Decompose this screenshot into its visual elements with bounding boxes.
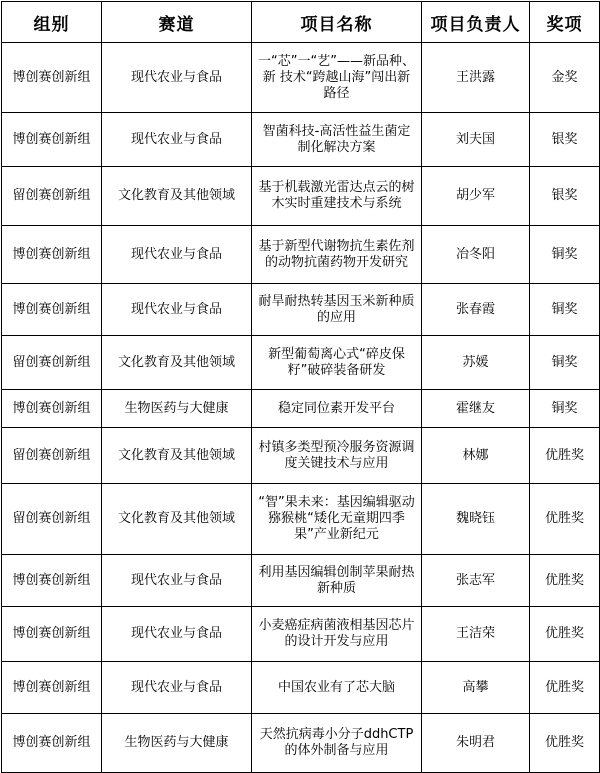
project-name-cell: 智菌科技-高活性益生菌定制化解决方案	[252, 113, 422, 167]
group-cell: 博创赛创新组	[2, 607, 102, 662]
table-row	[2, 662, 600, 714]
track-cell: 现代农业与食品	[102, 43, 252, 113]
leader-cell: 朱明君	[422, 714, 530, 773]
leader-cell: 霍继友	[422, 390, 530, 428]
project-name-cell: 耐旱耐热转基因玉米新种质的应用	[252, 284, 422, 336]
project-name-cell: 村镇多类型预冷服务资源调度关键技术与应用	[252, 428, 422, 484]
track-cell: 现代农业与食品	[102, 662, 252, 714]
award-cell: 优胜奖	[530, 607, 600, 662]
project-name-cell: 基于机载激光雷达点云的树木实时重建技术与系统	[252, 167, 422, 226]
leader-cell: 冶冬阳	[422, 226, 530, 284]
track-cell: 文化教育及其他领域	[102, 428, 252, 484]
group-cell: 博创赛创新组	[2, 662, 102, 714]
leader-cell: 刘夫国	[422, 113, 530, 167]
table-row	[2, 390, 600, 428]
table-body	[2, 43, 600, 773]
track-cell: 文化教育及其他领域	[102, 484, 252, 555]
track-cell: 现代农业与食品	[102, 607, 252, 662]
track-cell: 现代农业与食品	[102, 226, 252, 284]
award-cell: 铜奖	[530, 390, 600, 428]
table-row	[2, 555, 600, 607]
group-cell: 留创赛创新组	[2, 167, 102, 226]
group-cell: 博创赛创新组	[2, 390, 102, 428]
leader-cell: 林娜	[422, 428, 530, 484]
table-row	[2, 714, 600, 773]
group-cell: 博创赛创新组	[2, 226, 102, 284]
award-cell: 银奖	[530, 167, 600, 226]
header-row	[2, 2, 600, 43]
table-row	[2, 284, 600, 336]
group-cell: 博创赛创新组	[2, 113, 102, 167]
header-project-name: 项目名称	[252, 2, 422, 43]
leader-cell: 苏媛	[422, 336, 530, 390]
project-name-cell: “智”果未来：基因编辑驱动猕猴桃“矮化无童期四季果”产业新纪元	[252, 484, 422, 555]
track-cell: 生物医药与大健康	[102, 390, 252, 428]
project-name-cell: 稳定同位素开发平台	[252, 390, 422, 428]
leader-cell: 王洁荣	[422, 607, 530, 662]
award-cell: 优胜奖	[530, 555, 600, 607]
leader-cell: 魏晓钰	[422, 484, 530, 555]
award-cell: 优胜奖	[530, 662, 600, 714]
table-row	[2, 167, 600, 226]
group-cell: 博创赛创新组	[2, 714, 102, 773]
project-name-cell: 利用基因编辑创制苹果耐热新种质	[252, 555, 422, 607]
table-row	[2, 226, 600, 284]
project-name-cell: 新型葡萄离心式“碎皮保籽”破碎装备研发	[252, 336, 422, 390]
project-name-cell: 小麦癌症病菌液相基因芯片的设计开发与应用	[252, 607, 422, 662]
project-name-cell: 天然抗病毒小分子ddhCTP的体外制备与应用	[252, 714, 422, 773]
award-cell: 优胜奖	[530, 428, 600, 484]
leader-cell: 高攀	[422, 662, 530, 714]
leader-cell: 胡少军	[422, 167, 530, 226]
project-name-cell: 一“芯”一“艺”——新品种、新 技术“跨越山海”闯出新路径	[252, 43, 422, 113]
table-row	[2, 607, 600, 662]
header-leader: 项目负责人	[422, 2, 530, 43]
track-cell: 现代农业与食品	[102, 113, 252, 167]
table-row	[2, 43, 600, 113]
leader-cell: 张志军	[422, 555, 530, 607]
award-cell: 铜奖	[530, 226, 600, 284]
group-cell: 留创赛创新组	[2, 484, 102, 555]
leader-cell: 王洪露	[422, 43, 530, 113]
group-cell: 博创赛创新组	[2, 43, 102, 113]
track-cell: 现代农业与食品	[102, 555, 252, 607]
project-name-cell: 基于新型代谢物抗生素佐剂的动物抗菌药物开发研究	[252, 226, 422, 284]
award-cell: 铜奖	[530, 336, 600, 390]
table-row	[2, 336, 600, 390]
award-cell: 优胜奖	[530, 484, 600, 555]
leader-cell: 张春霞	[422, 284, 530, 336]
table-row	[2, 484, 600, 555]
table-row	[2, 113, 600, 167]
group-cell: 博创赛创新组	[2, 555, 102, 607]
group-cell: 留创赛创新组	[2, 336, 102, 390]
group-cell: 博创赛创新组	[2, 284, 102, 336]
project-name-cell: 中国农业有了芯大脑	[252, 662, 422, 714]
table-row	[2, 428, 600, 484]
award-cell: 金奖	[530, 43, 600, 113]
track-cell: 文化教育及其他领域	[102, 167, 252, 226]
track-cell: 生物医药与大健康	[102, 714, 252, 773]
header-award: 奖项	[530, 2, 600, 43]
awards-table	[1, 1, 600, 773]
award-cell: 铜奖	[530, 284, 600, 336]
award-cell: 优胜奖	[530, 714, 600, 773]
header-group: 组别	[2, 2, 102, 43]
award-cell: 银奖	[530, 113, 600, 167]
header-track: 赛道	[102, 2, 252, 43]
track-cell: 现代农业与食品	[102, 284, 252, 336]
group-cell: 留创赛创新组	[2, 428, 102, 484]
track-cell: 文化教育及其他领域	[102, 336, 252, 390]
